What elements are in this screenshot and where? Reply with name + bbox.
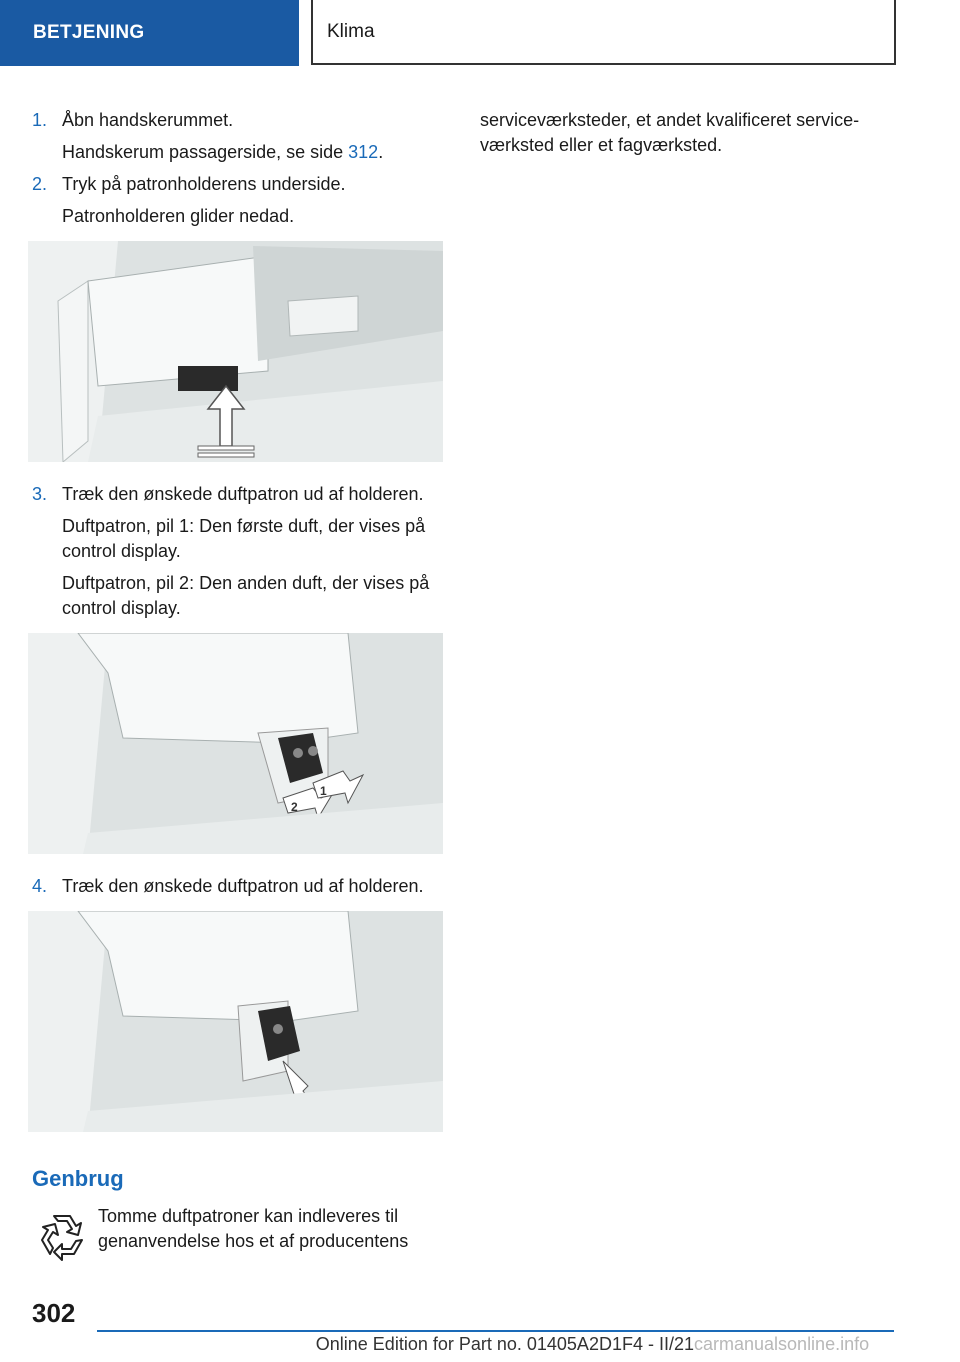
step-2 — [28, 172, 448, 229]
step-number: 4. — [32, 876, 48, 896]
step-1 — [28, 108, 448, 165]
step-note: Duftpatron, pil 2: Den anden duft, der vises på control display. — [62, 573, 430, 618]
step-number: 2. — [32, 174, 48, 194]
arrow-label-1: 1 — [320, 784, 327, 798]
step-text: Træk den ønskede duftpatron ud af holderen. — [62, 876, 424, 896]
section-title: BETJENING — [33, 22, 145, 43]
step-note: Handskerum passagerside, se side 312. — [62, 142, 384, 162]
figure-cartridges-arrows — [28, 633, 443, 854]
chapter-title: Klima — [327, 20, 375, 42]
step-3 — [28, 482, 448, 621]
step-number: 1. — [32, 110, 48, 130]
left-column — [28, 108, 448, 1262]
step-text: Træk den ønskede duftpatron ud af holderen. — [62, 484, 424, 504]
watermark: carmanualsonline.info — [694, 1334, 870, 1354]
step-text: Åbn handskerummet. — [62, 110, 234, 130]
chapter-tab — [311, 0, 896, 65]
page-link[interactable]: 312 — [348, 142, 379, 162]
right-column — [480, 108, 900, 158]
page-number: 302 — [32, 1298, 76, 1328]
step-4 — [28, 874, 448, 899]
recycling-note — [28, 1204, 448, 1262]
figure-holder-press — [28, 241, 443, 462]
recycling-text: Tomme duftpatroner kan indleveres til genanvendelse hos et af producentens — [98, 1206, 409, 1251]
recycle-icon — [34, 1210, 90, 1262]
step-note: Duftpatron, pil 1: Den første duft, der vises på control display. — [62, 516, 426, 561]
step-number: 3. — [32, 484, 48, 504]
section-tab — [0, 0, 299, 66]
step-text: Tryk på patronholderens underside. — [62, 174, 346, 194]
footer-rule — [97, 1330, 894, 1332]
step-note: Patronholderen glider nedad. — [62, 206, 295, 226]
recycling-continuation: serviceværksteder, et andet kvalificeret serviceværksted eller et fagværksted. — [480, 110, 860, 155]
section-heading-recycling: Genbrug — [32, 1166, 124, 1191]
figure-cartridge-pull — [28, 911, 443, 1132]
footer-edition: Online Edition for Part no. 01405A2D1F4 - II/21 — [315, 1334, 694, 1354]
arrow-label-2: 2 — [291, 800, 298, 814]
